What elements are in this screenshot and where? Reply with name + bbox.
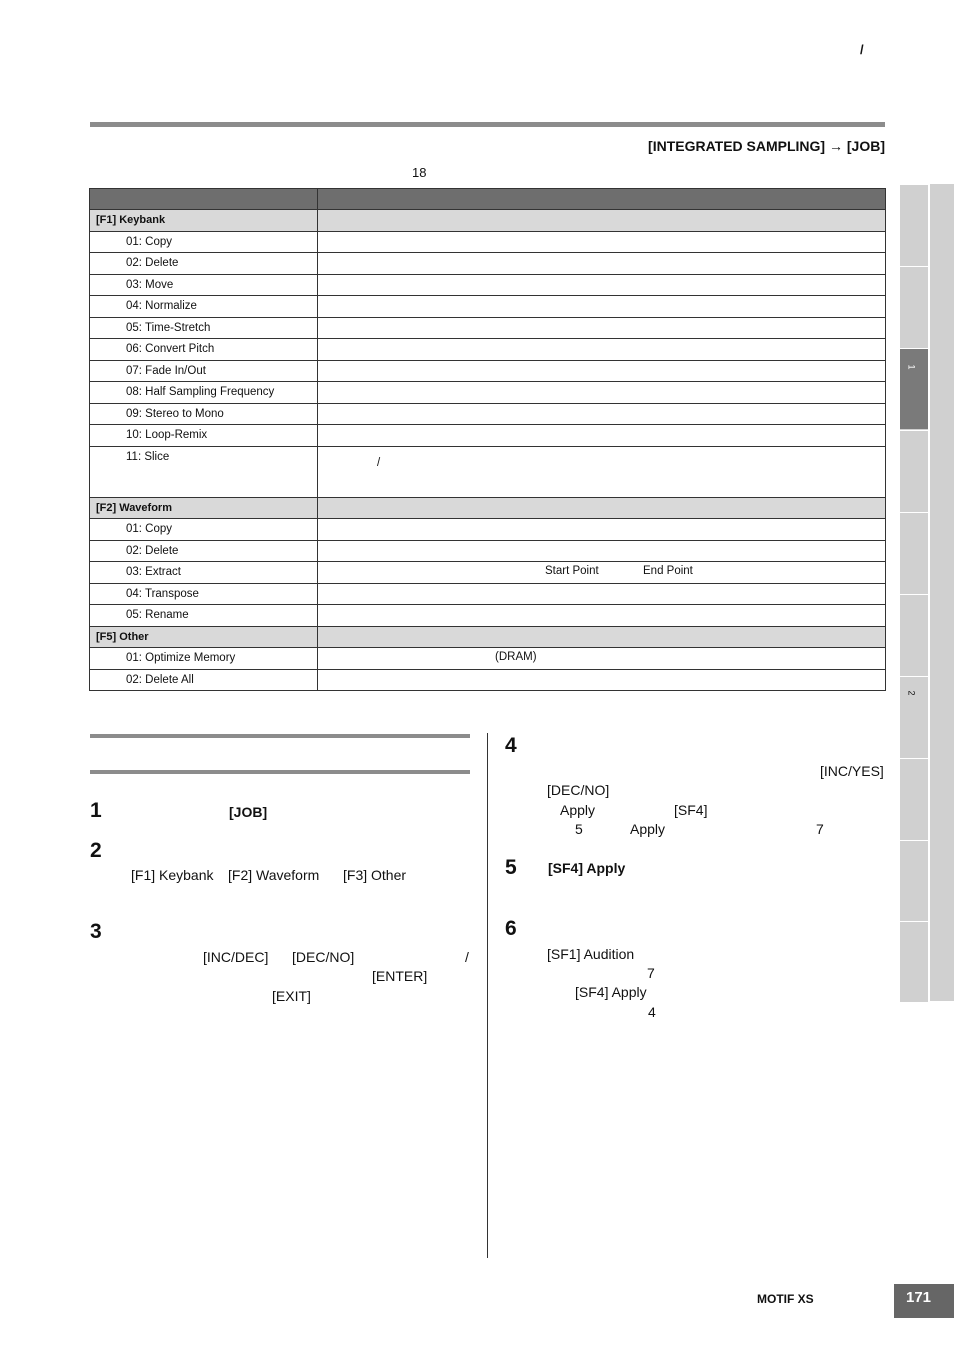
inc-yes-label: [INC/YES]	[820, 763, 884, 779]
job-name: 01: Optimize Memory	[90, 648, 318, 670]
step-number-6: 6	[505, 917, 517, 940]
section-rule	[90, 122, 885, 127]
side-tab-9[interactable]	[900, 840, 928, 921]
sf1-audition-label: [SF1] Audition	[547, 946, 635, 962]
table-row	[90, 583, 886, 605]
sf4-apply-label: [SF4] Apply	[548, 860, 626, 876]
side-tab-3-label: 1	[906, 364, 917, 370]
header-slash: /	[860, 42, 864, 57]
side-tab-7-label: 2	[906, 690, 917, 696]
job-name: 10: Loop-Remix	[90, 425, 318, 447]
side-tab-3-active[interactable]	[900, 348, 928, 429]
job-name: 02: Delete	[90, 540, 318, 562]
table-row	[90, 403, 886, 425]
apply-label: Apply	[560, 802, 596, 818]
table-row	[90, 605, 886, 627]
table-row	[90, 339, 886, 361]
start-point-label: Start Point	[545, 565, 599, 577]
procedure-rule-top	[90, 734, 470, 738]
step-ref-7: 7	[816, 821, 824, 837]
table-row	[90, 562, 886, 584]
waveform-label: [F2] Waveform	[228, 867, 320, 883]
table-row	[90, 425, 886, 447]
table-row	[90, 519, 886, 541]
group-label: [F2] Waveform	[90, 497, 318, 519]
table-row	[90, 648, 886, 670]
job-name: 01: Copy	[90, 231, 318, 253]
enter-label: [ENTER]	[372, 968, 428, 984]
table-row	[90, 274, 886, 296]
step-ref-4: 4	[648, 1004, 656, 1020]
side-tab-5[interactable]	[900, 512, 928, 593]
group-row-waveform	[90, 497, 886, 519]
group-label: [F5] Other	[90, 626, 318, 648]
slice-note: /	[377, 456, 381, 469]
table-row	[90, 296, 886, 318]
job-name: 05: Rename	[90, 605, 318, 627]
dram-note: (DRAM)	[495, 651, 537, 663]
job-name: 02: Delete	[90, 253, 318, 275]
group-row-keybank	[90, 210, 886, 232]
procedure-rule-bottom	[90, 770, 470, 774]
step-ref-7b: 7	[647, 965, 655, 981]
page-reference: 18	[412, 165, 427, 180]
side-tab-7[interactable]	[900, 676, 928, 757]
side-tab-8[interactable]	[900, 758, 928, 839]
step-number-3: 3	[90, 920, 102, 943]
dec-no-label: [DEC/NO]	[292, 949, 355, 965]
group-label: [F1] Keybank	[90, 210, 318, 232]
sf4-apply-label-2: [SF4] Apply	[575, 984, 647, 1000]
job-name: 05: Time-Stretch	[90, 317, 318, 339]
inc-dec-label: [INC/DEC]	[203, 949, 269, 965]
side-tab-6[interactable]	[900, 594, 928, 675]
job-name: 01: Copy	[90, 519, 318, 541]
table-row	[90, 540, 886, 562]
other-label: [F3] Other	[343, 867, 407, 883]
job-name: 04: Normalize	[90, 296, 318, 318]
dec-no-label-right: [DEC/NO]	[547, 782, 610, 798]
step-number-2: 2	[90, 839, 102, 862]
step-number-1: 1	[90, 799, 102, 822]
job-name: 06: Convert Pitch	[90, 339, 318, 361]
job-name: 09: Stereo to Mono	[90, 403, 318, 425]
keybank-label: [F1] Keybank	[131, 867, 214, 883]
step-ref-5: 5	[575, 821, 583, 837]
table-row	[90, 317, 886, 339]
page-number: 171	[906, 1289, 932, 1306]
apply-label-2: Apply	[630, 821, 666, 837]
table-row	[90, 360, 886, 382]
table-row	[90, 253, 886, 275]
exit-label: [EXIT]	[272, 988, 311, 1004]
table-row	[90, 669, 886, 691]
table-row	[90, 231, 886, 253]
side-tab-4[interactable]	[900, 430, 928, 511]
side-tab-10[interactable]	[900, 921, 928, 1002]
group-row-other	[90, 626, 886, 648]
table-row	[90, 382, 886, 404]
job-name: 04: Transpose	[90, 583, 318, 605]
step-number-5: 5	[505, 856, 517, 879]
job-button-label: [JOB]	[229, 804, 268, 820]
column-divider	[487, 733, 488, 1258]
table-header-row	[90, 189, 886, 210]
job-name: 03: Extract	[90, 562, 318, 584]
side-tab-1[interactable]	[900, 184, 928, 265]
menu-path-title: [INTEGRATED SAMPLING] → [JOB]	[648, 138, 885, 154]
side-tab-2[interactable]	[900, 266, 928, 347]
job-name: 02: Delete All	[90, 669, 318, 691]
sf4-label: [SF4]	[674, 802, 708, 818]
slash-label: /	[465, 949, 469, 965]
job-name: 07: Fade In/Out	[90, 360, 318, 382]
job-name: 03: Move	[90, 274, 318, 296]
step-number-4: 4	[505, 734, 517, 757]
job-list-table	[89, 188, 886, 691]
end-point-label: End Point	[643, 565, 693, 577]
job-name: 08: Half Sampling Frequency	[90, 382, 318, 404]
job-name: 11: Slice	[90, 446, 318, 497]
side-tab-divider	[928, 184, 930, 1001]
product-name: MOTIF XS	[757, 1292, 814, 1306]
table-row	[90, 446, 886, 497]
